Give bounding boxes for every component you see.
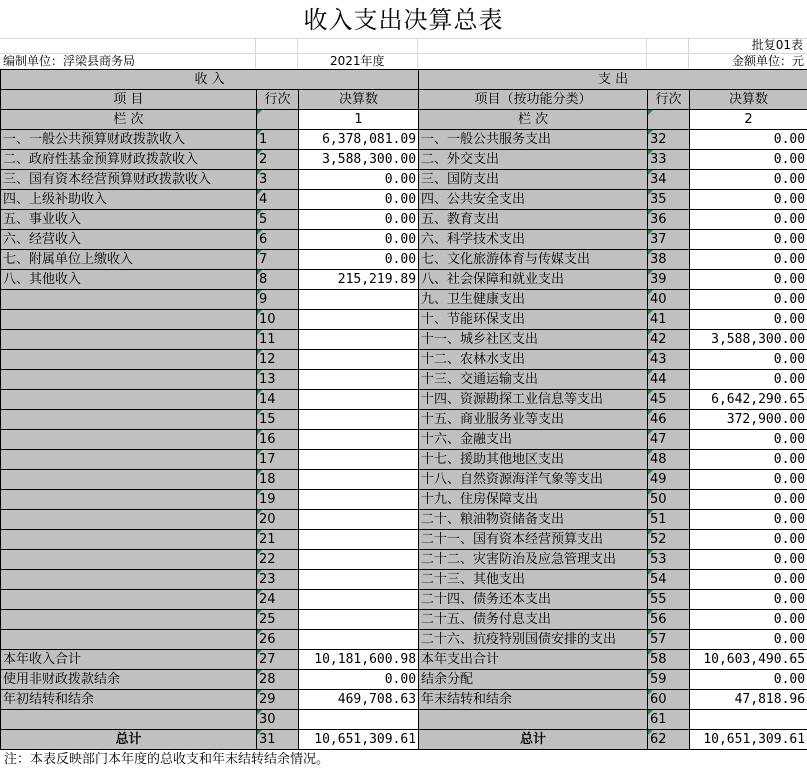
table-row <box>1 390 807 410</box>
income-item-header: 项 目 <box>1 90 257 110</box>
expense-row-number: 41 <box>648 310 690 330</box>
expense-row-number: 46 <box>648 410 690 430</box>
income-amount <box>299 410 419 430</box>
table-row <box>1 290 807 310</box>
income-amount <box>299 550 419 570</box>
summary-row <box>1 710 807 730</box>
expense-item-label: 十三、交通运输支出 <box>419 370 648 390</box>
income-row-number: 3 <box>257 170 299 190</box>
income-column-label: 栏 次 <box>1 110 257 130</box>
expense-row-number: 44 <box>648 370 690 390</box>
expense-row-number: 49 <box>648 470 690 490</box>
income-section-header: 收 入 <box>1 70 419 90</box>
expense-item-label: 二十一、国有资本经营预算支出 <box>419 530 648 550</box>
expense-row-number: 53 <box>648 550 690 570</box>
income-row-number: 23 <box>257 570 299 590</box>
gridline <box>297 38 298 69</box>
table-row <box>1 170 807 190</box>
income-item-label: 七、附属单位上缴收入 <box>1 250 257 270</box>
income-item-label <box>1 450 257 470</box>
expense-summary-amount <box>690 710 807 730</box>
expense-amount: 0.00 <box>690 570 807 590</box>
income-amount <box>299 310 419 330</box>
table-row <box>1 430 807 450</box>
expense-row-number: 57 <box>648 630 690 650</box>
income-item-label: 三、国有资本经营预算财政拨款收入 <box>1 170 257 190</box>
income-amount <box>299 470 419 490</box>
expense-row-number: 58 <box>648 650 690 670</box>
currency-unit: 金额单位：元 <box>731 54 804 68</box>
table-row <box>1 190 807 210</box>
income-amount: 6,378,081.09 <box>299 130 419 150</box>
expense-summary-amount: 10,651,309.61 <box>690 730 807 750</box>
table-row <box>1 490 807 510</box>
expense-item-label: 四、公共安全支出 <box>419 190 648 210</box>
expense-amount: 0.00 <box>690 530 807 550</box>
table-row <box>1 130 807 150</box>
income-amount <box>299 610 419 630</box>
income-amount <box>299 590 419 610</box>
expense-item-label: 十六、金融支出 <box>419 430 648 450</box>
expense-amount: 0.00 <box>690 510 807 530</box>
expense-row-number: 32 <box>648 130 690 150</box>
income-item-label: 四、上级补助收入 <box>1 190 257 210</box>
income-item-label: 一、一般公共预算财政拨款收入 <box>1 130 257 150</box>
expense-amount: 0.00 <box>690 430 807 450</box>
income-amount: 0.00 <box>299 230 419 250</box>
income-item-label <box>1 410 257 430</box>
expense-row-number: 39 <box>648 270 690 290</box>
expense-row-number: 35 <box>648 190 690 210</box>
income-summary-amount: 10,651,309.61 <box>299 730 419 750</box>
expense-amount: 0.00 <box>690 370 807 390</box>
expense-amount: 0.00 <box>690 250 807 270</box>
income-item-label <box>1 550 257 570</box>
table-row <box>1 310 807 330</box>
income-row-number: 13 <box>257 370 299 390</box>
income-amount <box>299 350 419 370</box>
income-summary-amount: 469,708.63 <box>299 690 419 710</box>
gridline <box>417 38 418 69</box>
expense-amount: 0.00 <box>690 290 807 310</box>
income-row-number: 26 <box>257 630 299 650</box>
expense-row-number: 42 <box>648 330 690 350</box>
accounts-table <box>0 69 807 750</box>
table-row <box>1 610 807 630</box>
income-row-number: 6 <box>257 230 299 250</box>
page-title: 收入支出决算总表 <box>303 6 504 34</box>
expense-summary-label: 结余分配 <box>419 670 648 690</box>
table-row <box>1 550 807 570</box>
income-item-label <box>1 470 257 490</box>
income-amount <box>299 390 419 410</box>
expense-item-label: 十八、自然资源海洋气象等支出 <box>419 470 648 490</box>
table-row <box>1 510 807 530</box>
expense-item-label: 二十五、债务付息支出 <box>419 610 648 630</box>
income-amount-header: 决算数 <box>299 90 419 110</box>
income-row-number: 4 <box>257 190 299 210</box>
expense-item-label: 七、文化旅游体育与传媒支出 <box>419 250 648 270</box>
table-row <box>1 270 807 290</box>
income-item-label <box>1 570 257 590</box>
expense-item-label: 十七、援助其他地区支出 <box>419 450 648 470</box>
expense-row-number: 43 <box>648 350 690 370</box>
income-row-number: 25 <box>257 610 299 630</box>
expense-row-number: 60 <box>648 690 690 710</box>
expense-row-number: 45 <box>648 390 690 410</box>
expense-summary-amount: 10,603,490.65 <box>690 650 807 670</box>
income-amount <box>299 570 419 590</box>
expense-item-label: 二十三、其他支出 <box>419 570 648 590</box>
expense-amount: 0.00 <box>690 270 807 290</box>
table-row <box>1 230 807 250</box>
income-summary-amount <box>299 710 419 730</box>
summary-row <box>1 650 807 670</box>
income-item-label <box>1 330 257 350</box>
expense-row-number: 51 <box>648 510 690 530</box>
income-summary-label <box>1 710 257 730</box>
expense-row-number: 56 <box>648 610 690 630</box>
income-row-number: 16 <box>257 430 299 450</box>
expense-item-label: 十九、住房保障支出 <box>419 490 648 510</box>
income-item-label <box>1 530 257 550</box>
income-row-number: 28 <box>257 670 299 690</box>
expense-item-label: 二十六、抗疫特别国债安排的支出 <box>419 630 648 650</box>
income-amount: 215,219.89 <box>299 270 419 290</box>
income-item-label <box>1 490 257 510</box>
income-row-number: 19 <box>257 490 299 510</box>
table-row <box>1 350 807 370</box>
expense-item-label: 二十、粮油物资储备支出 <box>419 510 648 530</box>
expense-summary-amount: 47,818.96 <box>690 690 807 710</box>
income-row-number: 27 <box>257 650 299 670</box>
income-row-number: 18 <box>257 470 299 490</box>
expense-row-number: 61 <box>648 710 690 730</box>
expense-column-label: 栏 次 <box>419 110 648 130</box>
gridline <box>255 38 256 69</box>
income-row-number: 2 <box>257 150 299 170</box>
expense-summary-label <box>419 710 648 730</box>
expense-item-label: 十四、资源勘探工业信息等支出 <box>419 390 648 410</box>
expense-item-label: 十一、城乡社区支出 <box>419 330 648 350</box>
income-row-number: 5 <box>257 210 299 230</box>
footnote: 注：本表反映部门本年度的总收支和年末结转结余情况。 <box>4 752 330 767</box>
expense-amount: 6,642,290.65 <box>690 390 807 410</box>
income-column-number: 1 <box>299 110 419 130</box>
expense-row-number: 48 <box>648 450 690 470</box>
income-row-number: 11 <box>257 330 299 350</box>
gridline <box>0 38 807 39</box>
expense-row-number: 36 <box>648 210 690 230</box>
income-summary-label: 本年收入合计 <box>1 650 257 670</box>
expense-item-label: 一、一般公共服务支出 <box>419 130 648 150</box>
income-amount <box>299 490 419 510</box>
income-item-label: 八、其他收入 <box>1 270 257 290</box>
expense-amount: 0.00 <box>690 450 807 470</box>
expense-amount: 372,900.00 <box>690 410 807 430</box>
income-summary-label: 年初结转和结余 <box>1 690 257 710</box>
fiscal-year: 2021年度 <box>330 54 385 68</box>
income-row-number: 10 <box>257 310 299 330</box>
income-amount <box>299 530 419 550</box>
table-row <box>1 590 807 610</box>
expense-summary-label: 本年支出合计 <box>419 650 648 670</box>
expense-amount: 3,588,300.00 <box>690 330 807 350</box>
reporting-unit: 编制单位：浮梁县商务局 <box>3 54 136 68</box>
income-row-number: 20 <box>257 510 299 530</box>
expense-row-number: 47 <box>648 430 690 450</box>
income-item-label <box>1 290 257 310</box>
expense-amount: 0.00 <box>690 490 807 510</box>
expense-item-label: 二十二、灾害防治及应急管理支出 <box>419 550 648 570</box>
income-row-number: 8 <box>257 270 299 290</box>
income-item-label <box>1 630 257 650</box>
income-row-number: 14 <box>257 390 299 410</box>
table-row <box>1 330 807 350</box>
income-amount: 0.00 <box>299 250 419 270</box>
table-row <box>1 210 807 230</box>
income-item-label <box>1 610 257 630</box>
income-item-label <box>1 510 257 530</box>
expense-row-number: 50 <box>648 490 690 510</box>
income-amount: 0.00 <box>299 170 419 190</box>
expense-item-label: 五、教育支出 <box>419 210 648 230</box>
income-item-label <box>1 370 257 390</box>
expense-amount: 0.00 <box>690 230 807 250</box>
expense-amount: 0.00 <box>690 170 807 190</box>
expense-row-number: 59 <box>648 670 690 690</box>
table-row <box>1 630 807 650</box>
expense-summary-label: 年末结转和结余 <box>419 690 648 710</box>
expense-row-number: 33 <box>648 150 690 170</box>
income-row-number: 21 <box>257 530 299 550</box>
expense-section-header: 支 出 <box>419 70 807 90</box>
gridline <box>646 38 647 69</box>
income-row-number: 22 <box>257 550 299 570</box>
expense-row-number: 37 <box>648 230 690 250</box>
expense-amount: 0.00 <box>690 610 807 630</box>
income-row-no-header: 行次 <box>257 90 299 110</box>
income-row-number: 9 <box>257 290 299 310</box>
expense-item-label: 六、科学技术支出 <box>419 230 648 250</box>
income-item-label <box>1 350 257 370</box>
expense-item-header: 项目（按功能分类） <box>419 90 648 110</box>
expense-amount: 0.00 <box>690 210 807 230</box>
expense-item-label: 十五、商业服务业等支出 <box>419 410 648 430</box>
expense-summary-amount: 0.00 <box>690 670 807 690</box>
table-row <box>1 570 807 590</box>
income-item-label <box>1 430 257 450</box>
expense-amount: 0.00 <box>690 550 807 570</box>
expense-item-label: 二、外交支出 <box>419 150 648 170</box>
income-amount: 0.00 <box>299 210 419 230</box>
income-row-number: 12 <box>257 350 299 370</box>
section-header-row <box>1 70 807 90</box>
income-item-label: 六、经营收入 <box>1 230 257 250</box>
column-index-row <box>1 110 807 130</box>
expense-row-number: 54 <box>648 570 690 590</box>
expense-row-number: 40 <box>648 290 690 310</box>
summary-row <box>1 730 807 750</box>
expense-summary-label: 总计 <box>419 730 648 750</box>
table-row <box>1 450 807 470</box>
income-amount <box>299 630 419 650</box>
expense-amount: 0.00 <box>690 470 807 490</box>
table-row <box>1 530 807 550</box>
income-amount <box>299 430 419 450</box>
table-row <box>1 370 807 390</box>
income-row-number: 7 <box>257 250 299 270</box>
summary-row <box>1 670 807 690</box>
income-row-number: 29 <box>257 690 299 710</box>
income-summary-amount: 0.00 <box>299 670 419 690</box>
income-amount: 3,588,300.00 <box>299 150 419 170</box>
form-code: 批复01表 <box>751 38 803 52</box>
income-summary-label: 使用非财政拨款结余 <box>1 670 257 690</box>
income-row-number: 1 <box>257 130 299 150</box>
expense-amount: 0.00 <box>690 310 807 330</box>
expense-row-number: 55 <box>648 590 690 610</box>
income-amount <box>299 370 419 390</box>
expense-amount: 0.00 <box>690 590 807 610</box>
expense-column-blank <box>648 110 690 130</box>
table-row <box>1 410 807 430</box>
income-column-blank <box>257 110 299 130</box>
expense-amount: 0.00 <box>690 130 807 150</box>
expense-row-number: 34 <box>648 170 690 190</box>
expense-row-no-header: 行次 <box>648 90 690 110</box>
expense-amount: 0.00 <box>690 350 807 370</box>
table-row <box>1 150 807 170</box>
income-row-number: 17 <box>257 450 299 470</box>
expense-item-label: 十二、农林水支出 <box>419 350 648 370</box>
income-amount <box>299 330 419 350</box>
income-amount <box>299 510 419 530</box>
income-row-number: 24 <box>257 590 299 610</box>
expense-item-label: 九、卫生健康支出 <box>419 290 648 310</box>
expense-item-label: 二十四、债务还本支出 <box>419 590 648 610</box>
column-header-row <box>1 90 807 110</box>
expense-item-label: 三、国防支出 <box>419 170 648 190</box>
expense-amount-header: 决算数 <box>690 90 807 110</box>
expense-item-label: 十、节能环保支出 <box>419 310 648 330</box>
expense-amount: 0.00 <box>690 150 807 170</box>
expense-column-number: 2 <box>690 110 807 130</box>
income-row-number: 31 <box>257 730 299 750</box>
income-item-label <box>1 590 257 610</box>
expense-item-label: 八、社会保障和就业支出 <box>419 270 648 290</box>
income-item-label <box>1 310 257 330</box>
expense-row-number: 62 <box>648 730 690 750</box>
expense-amount: 0.00 <box>690 630 807 650</box>
income-amount <box>299 290 419 310</box>
expense-row-number: 38 <box>648 250 690 270</box>
income-amount: 0.00 <box>299 190 419 210</box>
income-row-number: 30 <box>257 710 299 730</box>
income-amount <box>299 450 419 470</box>
expense-amount: 0.00 <box>690 190 807 210</box>
gridline <box>688 38 689 69</box>
summary-row <box>1 690 807 710</box>
income-summary-amount: 10,181,600.98 <box>299 650 419 670</box>
income-row-number: 15 <box>257 410 299 430</box>
income-item-label: 五、事业收入 <box>1 210 257 230</box>
expense-row-number: 52 <box>648 530 690 550</box>
income-summary-label: 总计 <box>1 730 257 750</box>
income-item-label: 二、政府性基金预算财政拨款收入 <box>1 150 257 170</box>
table-row <box>1 250 807 270</box>
income-item-label <box>1 390 257 410</box>
table-row <box>1 470 807 490</box>
